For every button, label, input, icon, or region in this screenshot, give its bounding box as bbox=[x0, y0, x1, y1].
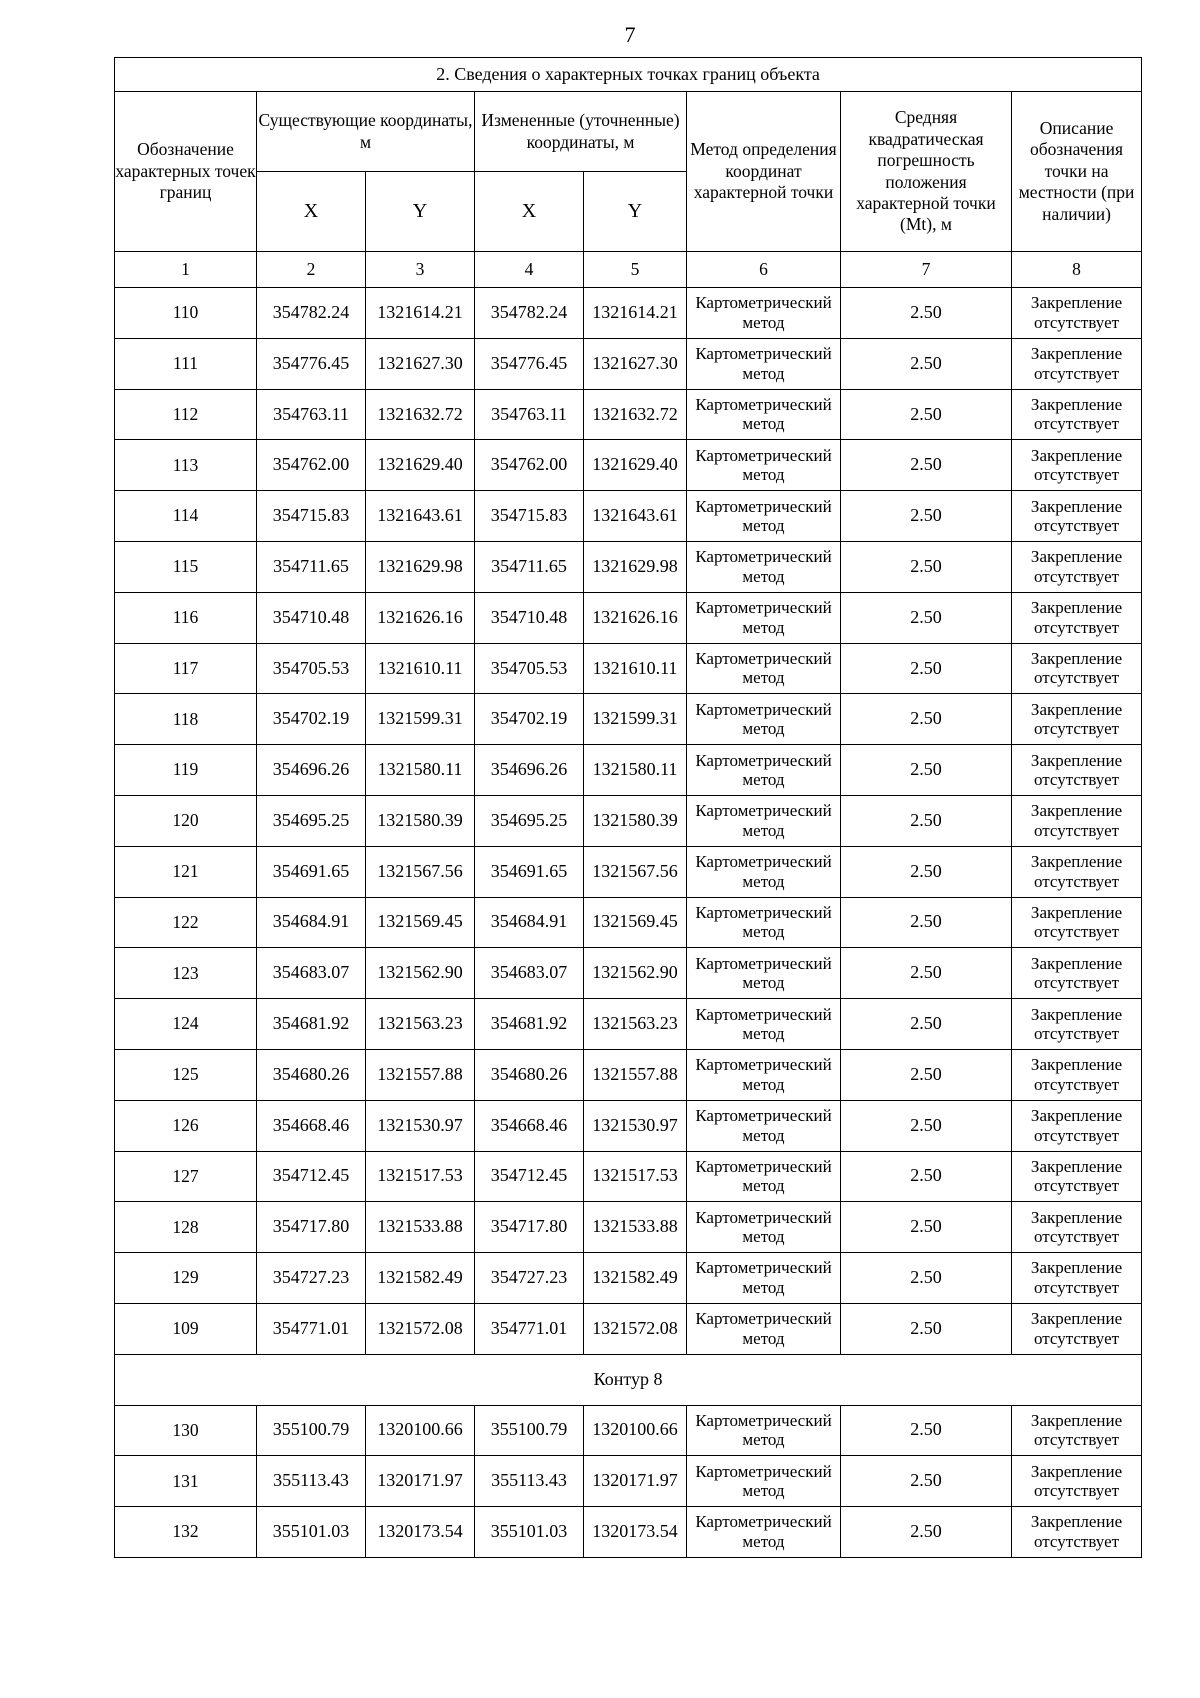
cell-changed-x: 354668.46 bbox=[475, 1100, 584, 1151]
cell-changed-y: 1321643.61 bbox=[584, 491, 687, 542]
table-row bbox=[115, 1507, 1142, 1558]
cell-existing-y: 1321572.08 bbox=[366, 1303, 475, 1354]
column-number: 8 bbox=[1012, 252, 1142, 288]
cell-changed-y: 1321562.90 bbox=[584, 948, 687, 999]
table-row bbox=[115, 338, 1142, 389]
cell-point-id: 120 bbox=[115, 795, 257, 846]
contour-label: Контур 8 bbox=[115, 1354, 1142, 1405]
table-row bbox=[115, 440, 1142, 491]
cell-description: Закрепление отсутствует bbox=[1012, 1303, 1142, 1354]
cell-changed-x: 355101.03 bbox=[475, 1507, 584, 1558]
cell-existing-y: 1321627.30 bbox=[366, 338, 475, 389]
cell-description: Закрепление отсутствует bbox=[1012, 643, 1142, 694]
table-row bbox=[115, 491, 1142, 542]
cell-description: Закрепление отсутствует bbox=[1012, 1253, 1142, 1304]
header-existing-coordinates: Существующие координаты, м bbox=[257, 92, 475, 172]
cell-changed-x: 354711.65 bbox=[475, 541, 584, 592]
cell-description: Закрепление отсутствует bbox=[1012, 592, 1142, 643]
table-row bbox=[115, 1253, 1142, 1304]
cell-description: Закрепление отсутствует bbox=[1012, 694, 1142, 745]
cell-error: 2.50 bbox=[841, 1049, 1012, 1100]
table-row bbox=[115, 694, 1142, 745]
cell-error: 2.50 bbox=[841, 1151, 1012, 1202]
cell-description: Закрепление отсутствует bbox=[1012, 897, 1142, 948]
table-row bbox=[115, 795, 1142, 846]
cell-changed-y: 1320171.97 bbox=[584, 1456, 687, 1507]
table-row bbox=[115, 1405, 1142, 1456]
table-row bbox=[115, 999, 1142, 1050]
cell-method: Картометрический метод bbox=[687, 1202, 841, 1253]
cell-existing-x: 354763.11 bbox=[257, 389, 366, 440]
cell-changed-x: 354684.91 bbox=[475, 897, 584, 948]
cell-existing-x: 354762.00 bbox=[257, 440, 366, 491]
cell-description: Закрепление отсутствует bbox=[1012, 745, 1142, 796]
cell-point-id: 127 bbox=[115, 1151, 257, 1202]
cell-method: Картометрический метод bbox=[687, 897, 841, 948]
cell-method: Картометрический метод bbox=[687, 948, 841, 999]
cell-error: 2.50 bbox=[841, 440, 1012, 491]
cell-error: 2.50 bbox=[841, 1303, 1012, 1354]
cell-description: Закрепление отсутствует bbox=[1012, 1049, 1142, 1100]
cell-method: Картометрический метод bbox=[687, 745, 841, 796]
cell-existing-x: 354782.24 bbox=[257, 288, 366, 339]
cell-description: Закрепление отсутствует bbox=[1012, 440, 1142, 491]
cell-point-id: 126 bbox=[115, 1100, 257, 1151]
cell-description: Закрепление отсутствует bbox=[1012, 948, 1142, 999]
cell-point-id: 122 bbox=[115, 897, 257, 948]
cell-point-id: 121 bbox=[115, 846, 257, 897]
cell-existing-y: 1321626.16 bbox=[366, 592, 475, 643]
cell-point-id: 119 bbox=[115, 745, 257, 796]
cell-changed-x: 354696.26 bbox=[475, 745, 584, 796]
table-row bbox=[115, 541, 1142, 592]
cell-point-id: 118 bbox=[115, 694, 257, 745]
cell-existing-y: 1321580.39 bbox=[366, 795, 475, 846]
cell-existing-y: 1320100.66 bbox=[366, 1405, 475, 1456]
cell-error: 2.50 bbox=[841, 1456, 1012, 1507]
cell-point-id: 112 bbox=[115, 389, 257, 440]
cell-method: Картометрический метод bbox=[687, 846, 841, 897]
cell-changed-y: 1321572.08 bbox=[584, 1303, 687, 1354]
table-row bbox=[115, 897, 1142, 948]
cell-changed-y: 1321567.56 bbox=[584, 846, 687, 897]
cell-changed-y: 1321632.72 bbox=[584, 389, 687, 440]
cell-existing-x: 354683.07 bbox=[257, 948, 366, 999]
cell-changed-x: 355100.79 bbox=[475, 1405, 584, 1456]
cell-point-id: 109 bbox=[115, 1303, 257, 1354]
cell-changed-x: 354712.45 bbox=[475, 1151, 584, 1202]
cell-error: 2.50 bbox=[841, 846, 1012, 897]
cell-point-id: 130 bbox=[115, 1405, 257, 1456]
cell-existing-y: 1321530.97 bbox=[366, 1100, 475, 1151]
header-description: Описание обозначения точки на местности (при наличии) bbox=[1012, 92, 1142, 252]
cell-description: Закрепление отсутствует bbox=[1012, 1456, 1142, 1507]
header-method: Метод определения координат характерной точки bbox=[687, 92, 841, 252]
cell-changed-y: 1321614.21 bbox=[584, 288, 687, 339]
cell-changed-y: 1321582.49 bbox=[584, 1253, 687, 1304]
cell-changed-y: 1321569.45 bbox=[584, 897, 687, 948]
cell-existing-x: 354695.25 bbox=[257, 795, 366, 846]
cell-existing-y: 1320171.97 bbox=[366, 1456, 475, 1507]
cell-method: Картометрический метод bbox=[687, 795, 841, 846]
cell-error: 2.50 bbox=[841, 643, 1012, 694]
cell-error: 2.50 bbox=[841, 795, 1012, 846]
cell-changed-x: 354727.23 bbox=[475, 1253, 584, 1304]
header-error: Средняя квадратическая погрешность положения характерной точки (Mt), м bbox=[841, 92, 1012, 252]
cell-method: Картометрический метод bbox=[687, 338, 841, 389]
table-row bbox=[115, 1151, 1142, 1202]
cell-method: Картометрический метод bbox=[687, 643, 841, 694]
table-body bbox=[115, 288, 1142, 1558]
boundary-points-table bbox=[114, 57, 1142, 1558]
cell-method: Картометрический метод bbox=[687, 440, 841, 491]
cell-description: Закрепление отсутствует bbox=[1012, 846, 1142, 897]
cell-point-id: 113 bbox=[115, 440, 257, 491]
column-number: 7 bbox=[841, 252, 1012, 288]
cell-error: 2.50 bbox=[841, 694, 1012, 745]
cell-changed-y: 1321626.16 bbox=[584, 592, 687, 643]
cell-existing-x: 354712.45 bbox=[257, 1151, 366, 1202]
cell-error: 2.50 bbox=[841, 541, 1012, 592]
cell-changed-y: 1321580.11 bbox=[584, 745, 687, 796]
cell-changed-x: 354762.00 bbox=[475, 440, 584, 491]
cell-method: Картометрический метод bbox=[687, 288, 841, 339]
cell-point-id: 110 bbox=[115, 288, 257, 339]
column-number: 1 bbox=[115, 252, 257, 288]
table-row bbox=[115, 948, 1142, 999]
contour-row bbox=[115, 1354, 1142, 1405]
cell-method: Картометрический метод bbox=[687, 1405, 841, 1456]
cell-changed-x: 354680.26 bbox=[475, 1049, 584, 1100]
cell-existing-x: 354684.91 bbox=[257, 897, 366, 948]
cell-existing-x: 355100.79 bbox=[257, 1405, 366, 1456]
cell-existing-y: 1321567.56 bbox=[366, 846, 475, 897]
cell-description: Закрепление отсутствует bbox=[1012, 999, 1142, 1050]
cell-existing-y: 1321629.98 bbox=[366, 541, 475, 592]
cell-changed-x: 354771.01 bbox=[475, 1303, 584, 1354]
cell-existing-y: 1321643.61 bbox=[366, 491, 475, 542]
cell-existing-x: 355113.43 bbox=[257, 1456, 366, 1507]
cell-changed-y: 1321610.11 bbox=[584, 643, 687, 694]
cell-point-id: 114 bbox=[115, 491, 257, 542]
cell-point-id: 123 bbox=[115, 948, 257, 999]
column-number: 6 bbox=[687, 252, 841, 288]
cell-existing-x: 354710.48 bbox=[257, 592, 366, 643]
cell-method: Картометрический метод bbox=[687, 694, 841, 745]
cell-method: Картометрический метод bbox=[687, 1303, 841, 1354]
cell-existing-y: 1321517.53 bbox=[366, 1151, 475, 1202]
cell-changed-y: 1321580.39 bbox=[584, 795, 687, 846]
table-row bbox=[115, 1456, 1142, 1507]
cell-error: 2.50 bbox=[841, 948, 1012, 999]
cell-existing-y: 1321580.11 bbox=[366, 745, 475, 796]
cell-existing-y: 1320173.54 bbox=[366, 1507, 475, 1558]
cell-changed-y: 1321530.97 bbox=[584, 1100, 687, 1151]
column-number: 4 bbox=[475, 252, 584, 288]
cell-point-id: 129 bbox=[115, 1253, 257, 1304]
cell-changed-y: 1321627.30 bbox=[584, 338, 687, 389]
cell-existing-x: 354681.92 bbox=[257, 999, 366, 1050]
cell-changed-x: 354763.11 bbox=[475, 389, 584, 440]
cell-method: Картометрический метод bbox=[687, 1456, 841, 1507]
cell-changed-y: 1321629.98 bbox=[584, 541, 687, 592]
cell-existing-x: 354717.80 bbox=[257, 1202, 366, 1253]
cell-method: Картометрический метод bbox=[687, 1151, 841, 1202]
cell-error: 2.50 bbox=[841, 1507, 1012, 1558]
table-title: 2. Сведения о характерных точках границ объекта bbox=[115, 58, 1142, 92]
cell-existing-x: 354715.83 bbox=[257, 491, 366, 542]
cell-existing-y: 1321533.88 bbox=[366, 1202, 475, 1253]
column-number: 2 bbox=[257, 252, 366, 288]
cell-point-id: 124 bbox=[115, 999, 257, 1050]
cell-changed-y: 1320100.66 bbox=[584, 1405, 687, 1456]
cell-point-id: 125 bbox=[115, 1049, 257, 1100]
header-changed-x: X bbox=[475, 172, 584, 252]
column-number: 3 bbox=[366, 252, 475, 288]
cell-changed-y: 1321629.40 bbox=[584, 440, 687, 491]
table-row bbox=[115, 1049, 1142, 1100]
cell-existing-x: 354696.26 bbox=[257, 745, 366, 796]
cell-existing-y: 1321599.31 bbox=[366, 694, 475, 745]
cell-point-id: 115 bbox=[115, 541, 257, 592]
cell-existing-y: 1321562.90 bbox=[366, 948, 475, 999]
cell-existing-y: 1321632.72 bbox=[366, 389, 475, 440]
cell-changed-y: 1321557.88 bbox=[584, 1049, 687, 1100]
cell-existing-x: 354705.53 bbox=[257, 643, 366, 694]
cell-existing-x: 354668.46 bbox=[257, 1100, 366, 1151]
cell-changed-x: 354710.48 bbox=[475, 592, 584, 643]
cell-error: 2.50 bbox=[841, 999, 1012, 1050]
table-row bbox=[115, 846, 1142, 897]
cell-error: 2.50 bbox=[841, 1405, 1012, 1456]
cell-existing-y: 1321557.88 bbox=[366, 1049, 475, 1100]
header-point-designation: Обозначение характерных точек границ bbox=[115, 92, 257, 252]
cell-existing-x: 354776.45 bbox=[257, 338, 366, 389]
cell-changed-y: 1321563.23 bbox=[584, 999, 687, 1050]
cell-existing-x: 354691.65 bbox=[257, 846, 366, 897]
cell-description: Закрепление отсутствует bbox=[1012, 389, 1142, 440]
header-changed-coordinates: Измененные (уточненные) координаты, м bbox=[475, 92, 687, 172]
cell-method: Картометрический метод bbox=[687, 1100, 841, 1151]
cell-point-id: 128 bbox=[115, 1202, 257, 1253]
header-changed-y: Y bbox=[584, 172, 687, 252]
cell-description: Закрепление отсутствует bbox=[1012, 288, 1142, 339]
cell-method: Картометрический метод bbox=[687, 1049, 841, 1100]
cell-method: Картометрический метод bbox=[687, 1507, 841, 1558]
table-row bbox=[115, 643, 1142, 694]
cell-description: Закрепление отсутствует bbox=[1012, 1202, 1142, 1253]
cell-description: Закрепление отсутствует bbox=[1012, 338, 1142, 389]
header-existing-y: Y bbox=[366, 172, 475, 252]
cell-description: Закрепление отсутствует bbox=[1012, 795, 1142, 846]
cell-changed-y: 1321533.88 bbox=[584, 1202, 687, 1253]
cell-changed-x: 354776.45 bbox=[475, 338, 584, 389]
cell-error: 2.50 bbox=[841, 389, 1012, 440]
table-row bbox=[115, 745, 1142, 796]
cell-changed-x: 355113.43 bbox=[475, 1456, 584, 1507]
cell-existing-y: 1321569.45 bbox=[366, 897, 475, 948]
cell-error: 2.50 bbox=[841, 491, 1012, 542]
cell-changed-y: 1320173.54 bbox=[584, 1507, 687, 1558]
cell-error: 2.50 bbox=[841, 1202, 1012, 1253]
cell-error: 2.50 bbox=[841, 288, 1012, 339]
cell-changed-x: 354683.07 bbox=[475, 948, 584, 999]
cell-error: 2.50 bbox=[841, 592, 1012, 643]
cell-point-id: 132 bbox=[115, 1507, 257, 1558]
table-row bbox=[115, 1100, 1142, 1151]
column-number: 5 bbox=[584, 252, 687, 288]
cell-existing-x: 355101.03 bbox=[257, 1507, 366, 1558]
cell-point-id: 131 bbox=[115, 1456, 257, 1507]
cell-existing-y: 1321610.11 bbox=[366, 643, 475, 694]
cell-existing-x: 354680.26 bbox=[257, 1049, 366, 1100]
table-row bbox=[115, 592, 1142, 643]
cell-changed-x: 354782.24 bbox=[475, 288, 584, 339]
cell-changed-x: 354695.25 bbox=[475, 795, 584, 846]
cell-method: Картометрический метод bbox=[687, 592, 841, 643]
cell-changed-x: 354715.83 bbox=[475, 491, 584, 542]
cell-changed-x: 354681.92 bbox=[475, 999, 584, 1050]
cell-existing-x: 354771.01 bbox=[257, 1303, 366, 1354]
cell-description: Закрепление отсутствует bbox=[1012, 491, 1142, 542]
cell-changed-y: 1321517.53 bbox=[584, 1151, 687, 1202]
cell-existing-x: 354711.65 bbox=[257, 541, 366, 592]
cell-changed-x: 354702.19 bbox=[475, 694, 584, 745]
cell-method: Картометрический метод bbox=[687, 541, 841, 592]
cell-description: Закрепление отсутствует bbox=[1012, 1405, 1142, 1456]
cell-method: Картометрический метод bbox=[687, 491, 841, 542]
cell-changed-x: 354717.80 bbox=[475, 1202, 584, 1253]
cell-existing-x: 354727.23 bbox=[257, 1253, 366, 1304]
cell-method: Картометрический метод bbox=[687, 999, 841, 1050]
cell-changed-x: 354705.53 bbox=[475, 643, 584, 694]
cell-error: 2.50 bbox=[841, 1253, 1012, 1304]
header-existing-x: X bbox=[257, 172, 366, 252]
cell-existing-y: 1321629.40 bbox=[366, 440, 475, 491]
cell-method: Картометрический метод bbox=[687, 1253, 841, 1304]
cell-error: 2.50 bbox=[841, 897, 1012, 948]
cell-method: Картометрический метод bbox=[687, 389, 841, 440]
cell-existing-y: 1321582.49 bbox=[366, 1253, 475, 1304]
cell-changed-y: 1321599.31 bbox=[584, 694, 687, 745]
cell-description: Закрепление отсутствует bbox=[1012, 1100, 1142, 1151]
cell-point-id: 117 bbox=[115, 643, 257, 694]
table-row bbox=[115, 1202, 1142, 1253]
table-row bbox=[115, 1303, 1142, 1354]
cell-description: Закрепление отсутствует bbox=[1012, 541, 1142, 592]
cell-existing-y: 1321614.21 bbox=[366, 288, 475, 339]
cell-error: 2.50 bbox=[841, 1100, 1012, 1151]
cell-existing-y: 1321563.23 bbox=[366, 999, 475, 1050]
cell-error: 2.50 bbox=[841, 745, 1012, 796]
column-number-row bbox=[115, 252, 1142, 288]
cell-error: 2.50 bbox=[841, 338, 1012, 389]
table-row bbox=[115, 288, 1142, 339]
cell-changed-x: 354691.65 bbox=[475, 846, 584, 897]
cell-existing-x: 354702.19 bbox=[257, 694, 366, 745]
cell-point-id: 111 bbox=[115, 338, 257, 389]
cell-description: Закрепление отсутствует bbox=[1012, 1507, 1142, 1558]
page-number: 7 bbox=[624, 22, 636, 47]
cell-description: Закрепление отсутствует bbox=[1012, 1151, 1142, 1202]
cell-point-id: 116 bbox=[115, 592, 257, 643]
table-row bbox=[115, 389, 1142, 440]
